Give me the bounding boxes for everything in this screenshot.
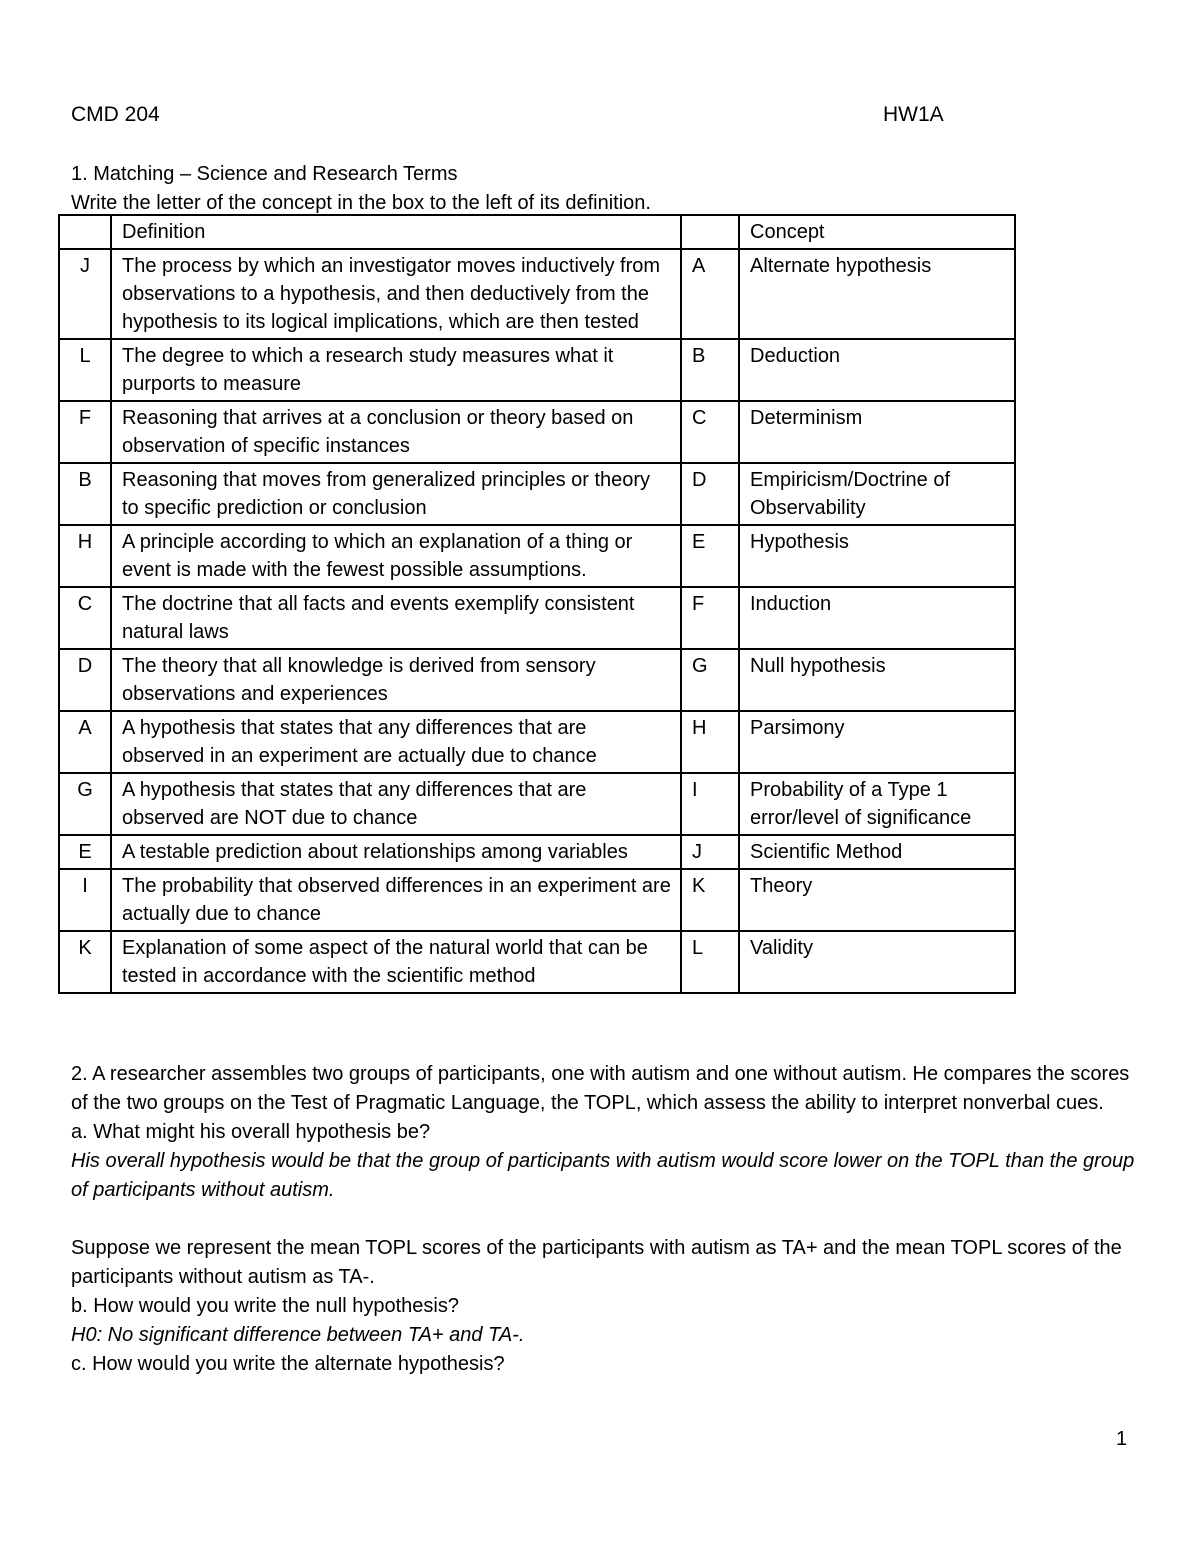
concept-letter-cell: C (681, 401, 739, 463)
question-2c: c. How would you write the alternate hypothesis? (71, 1353, 505, 1375)
question-2-prompt: 2. A researcher assembles two groups of participants, one with autism and one without autism. He compares the scores of the two groups on the Test of Pragmatic Language, the TOPL, which assess the ability to interpret nonverbal cues. (71, 1063, 1130, 1114)
definition-cell: A testable prediction about relationships among variables (111, 835, 681, 869)
header-letter (681, 215, 739, 249)
concept-cell: Null hypothesis (739, 649, 1015, 711)
answer-2b: H0: No significant difference between TA+ and TA-. (71, 1324, 525, 1346)
section-1-instruction: Write the letter of the concept in the box to the left of its definition. (71, 192, 651, 214)
concept-cell: Alternate hypothesis (739, 249, 1015, 339)
definition-cell: The probability that observed differences in an experiment are actually due to chance (111, 869, 681, 931)
concept-letter-cell: H (681, 711, 739, 773)
table-row (59, 587, 1015, 649)
section-1-title: 1. Matching – Science and Research Terms (71, 163, 458, 185)
table-row (59, 931, 1015, 993)
concept-cell: Parsimony (739, 711, 1015, 773)
definition-cell: Reasoning that arrives at a conclusion or theory based on observation of specific instances (111, 401, 681, 463)
definition-cell: A hypothesis that states that any differences that are observed in an experiment are actually due to chance (111, 711, 681, 773)
concept-cell: Empiricism/Doctrine of Observability (739, 463, 1015, 525)
answer-2a: His overall hypothesis would be that the group of participants with autism would score lower on the TOPL than the group of participants without autism. (71, 1150, 1135, 1201)
table-header-row (59, 215, 1015, 249)
concept-cell: Determinism (739, 401, 1015, 463)
table-row (59, 525, 1015, 587)
table-row (59, 835, 1015, 869)
answer-cell: C (59, 587, 111, 649)
definition-cell: The process by which an investigator moves inductively from observations to a hypothesis, and then deductively from the hypothesis to its logical implications, which are then tested (111, 249, 681, 339)
section-1-heading (71, 160, 1131, 218)
answer-cell: H (59, 525, 111, 587)
concept-letter-cell: D (681, 463, 739, 525)
section-2 (71, 1060, 1136, 1379)
concept-letter-cell: J (681, 835, 739, 869)
answer-cell: K (59, 931, 111, 993)
answer-cell: G (59, 773, 111, 835)
header-definition: Definition (111, 215, 681, 249)
definition-cell: A hypothesis that states that any differences that are observed are NOT due to chance (111, 773, 681, 835)
concept-cell: Deduction (739, 339, 1015, 401)
table-row (59, 649, 1015, 711)
page-number: 1 (1116, 1428, 1128, 1450)
concept-cell: Hypothesis (739, 525, 1015, 587)
table-row (59, 401, 1015, 463)
definition-cell: The degree to which a research study measures what it purports to measure (111, 339, 681, 401)
concept-letter-cell: L (681, 931, 739, 993)
question-2b: b. How would you write the null hypothesis? (71, 1295, 459, 1317)
table-row (59, 869, 1015, 931)
answer-cell: B (59, 463, 111, 525)
definition-cell: Reasoning that moves from generalized principles or theory to specific prediction or conclusion (111, 463, 681, 525)
header-answer (59, 215, 111, 249)
concept-letter-cell: K (681, 869, 739, 931)
answer-cell: L (59, 339, 111, 401)
definition-cell: The doctrine that all facts and events exemplify consistent natural laws (111, 587, 681, 649)
concept-letter-cell: E (681, 525, 739, 587)
concept-letter-cell: G (681, 649, 739, 711)
table-row (59, 339, 1015, 401)
definition-cell: Explanation of some aspect of the natural world that can be tested in accordance with the scientific method (111, 931, 681, 993)
assignment-label: HW1A (883, 103, 944, 126)
question-2a: a. What might his overall hypothesis be? (71, 1121, 431, 1143)
matching-table (58, 214, 1016, 994)
definition-cell: The theory that all knowledge is derived from sensory observations and experiences (111, 649, 681, 711)
concept-letter-cell: B (681, 339, 739, 401)
answer-cell: J (59, 249, 111, 339)
concept-letter-cell: I (681, 773, 739, 835)
definition-cell: A principle according to which an explanation of a thing or event is made with the fewest possible assumptions. (111, 525, 681, 587)
answer-cell: E (59, 835, 111, 869)
table-row (59, 249, 1015, 339)
concept-letter-cell: F (681, 587, 739, 649)
concept-cell: Theory (739, 869, 1015, 931)
concept-cell: Induction (739, 587, 1015, 649)
answer-cell: D (59, 649, 111, 711)
table-row (59, 711, 1015, 773)
header-concept: Concept (739, 215, 1015, 249)
concept-cell: Scientific Method (739, 835, 1015, 869)
table-row (59, 773, 1015, 835)
question-2-setup: Suppose we represent the mean TOPL scores of the participants with autism as TA+ and the mean TOPL scores of the participants without autism as TA-. (71, 1237, 1122, 1288)
course-code: CMD 204 (71, 103, 160, 126)
concept-letter-cell: A (681, 249, 739, 339)
table-row (59, 463, 1015, 525)
concept-cell: Validity (739, 931, 1015, 993)
answer-cell: I (59, 869, 111, 931)
concept-cell: Probability of a Type 1 error/level of significance (739, 773, 1015, 835)
answer-cell: A (59, 711, 111, 773)
answer-cell: F (59, 401, 111, 463)
